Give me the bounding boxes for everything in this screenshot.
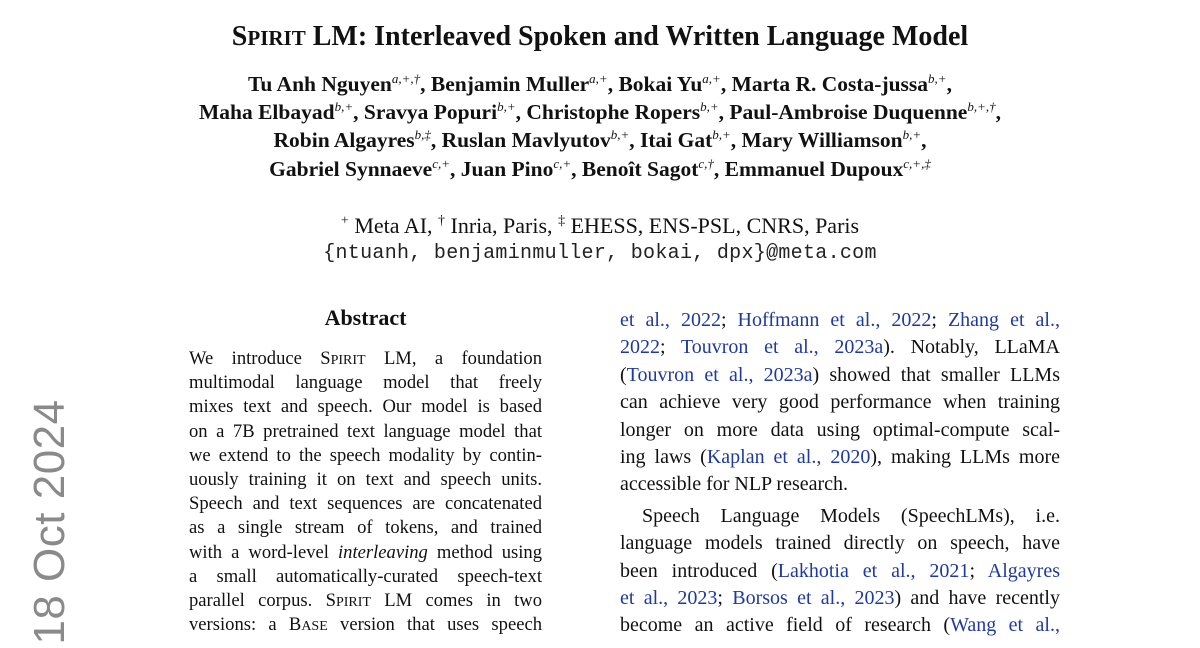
author-separator: , xyxy=(571,156,582,181)
body-line xyxy=(620,558,1060,585)
author-name: Maha Elbayad xyxy=(198,100,335,125)
citation-link[interactable]: Touvron et al., 2023a xyxy=(680,336,884,359)
body-text: ; xyxy=(720,309,738,331)
body-text: can achieve very good performance when training xyxy=(620,391,1060,414)
author-separator: , xyxy=(420,72,431,96)
author-separator: , xyxy=(629,128,640,153)
abstract-text: B xyxy=(288,614,302,636)
author-affiliation-marks: b,+ xyxy=(902,127,922,143)
body-text: ; xyxy=(717,586,733,609)
abstract-line xyxy=(189,420,542,444)
body-text: ; xyxy=(660,336,681,359)
author-separator: , xyxy=(720,72,732,96)
body-text: accessible for NLP research. xyxy=(620,473,849,496)
author-affiliation-marks: c,† xyxy=(698,155,714,171)
body-text: ) showed that smaller LLMs xyxy=(812,363,1060,386)
author-list xyxy=(0,70,1200,183)
author-separator: , xyxy=(450,156,461,181)
body-text: ) and have recently xyxy=(894,586,1060,609)
author-affiliation-marks: c,+ xyxy=(432,155,450,171)
author-separator: , xyxy=(353,100,364,125)
abstract-text: we extend to the speech modality by contin- xyxy=(189,444,542,466)
abstract-body xyxy=(189,347,542,637)
citation-link[interactable]: Zhang et al., xyxy=(947,309,1060,331)
abstract-smallcaps: PIRIT xyxy=(330,353,366,368)
body-line xyxy=(620,444,1060,471)
author-name: Itai Gat xyxy=(639,128,713,153)
author-affiliation-marks: a,+ xyxy=(589,70,608,86)
abstract-text: Speech and text sequences are concatenated xyxy=(189,493,542,515)
body-line xyxy=(620,362,1060,389)
author-name: Paul-Ambroise Duquenne xyxy=(729,100,968,125)
abstract-line xyxy=(189,541,542,565)
affiliations xyxy=(0,212,1200,240)
abstract-smallcaps: PIRIT xyxy=(335,594,371,610)
body-text: become an active field of research ( xyxy=(620,614,951,637)
author-name: Marta R. Costa-jussa xyxy=(731,72,929,96)
citation-link[interactable]: Lakhotia et al., 2021 xyxy=(777,559,970,582)
author-line xyxy=(0,70,1200,98)
author-affiliation-marks: b,+ xyxy=(700,99,719,115)
author-emails: {ntuanh, benjaminmuller, bokai, dpx}@meta.com xyxy=(323,242,877,265)
body-line xyxy=(620,612,1060,639)
abstract-text: uously training it on text and speech units. xyxy=(189,468,542,490)
abstract-text: LM, a foundation xyxy=(365,348,543,369)
author-name: Mary Williamson xyxy=(741,128,903,153)
abstract-text: S xyxy=(325,589,336,611)
body-line xyxy=(620,471,1060,498)
abstract-text: a small automatically-curated speech-text xyxy=(189,565,542,587)
abstract-text: mixes text and speech. Our model is based xyxy=(189,396,542,418)
abstract-text: S xyxy=(320,348,331,369)
abstract-text: version that uses speech xyxy=(327,614,542,636)
body-text: longer on more data using optimal-compute scal- xyxy=(620,418,1060,441)
affiliation-text: Inria, Paris, xyxy=(445,213,559,238)
citation-link[interactable]: Algayres xyxy=(987,559,1060,582)
author-separator: , xyxy=(995,100,1002,125)
author-separator: , xyxy=(718,100,730,125)
author-affiliation-marks: c,+,‡ xyxy=(903,155,931,171)
abstract-text: as a single stream of tokens, and trained xyxy=(189,517,542,539)
body-text: ), making LLMs more xyxy=(870,445,1060,468)
abstract-text: with a word-level xyxy=(189,541,338,563)
abstract-line xyxy=(189,613,542,637)
body-text: ; xyxy=(969,559,988,582)
body-text: been introduced ( xyxy=(620,559,778,582)
citation-link[interactable]: Wang et al., xyxy=(950,614,1060,637)
abstract-line xyxy=(189,347,542,371)
author-line xyxy=(0,126,1200,154)
author-separator: , xyxy=(730,128,742,153)
author-separator: , xyxy=(946,72,952,96)
author-affiliation-marks: b,+ xyxy=(610,127,630,143)
citation-link[interactable]: Borsos et al., 2023 xyxy=(732,586,895,609)
author-name: Emmanuel Dupoux xyxy=(724,156,904,181)
author-line xyxy=(0,155,1200,183)
author-separator: , xyxy=(921,128,927,153)
author-separator: , xyxy=(515,100,527,125)
body-text: ( xyxy=(620,363,627,386)
title-rest: LM: Interleaved Spoken and Written Language Model xyxy=(305,21,969,52)
body-text: Speech Language Models (SpeechLMs), i.e. xyxy=(642,504,1060,527)
body-line xyxy=(620,530,1060,557)
author-name: Ruslan Mavlyutov xyxy=(441,128,611,153)
author-name: Juan Pino xyxy=(460,156,554,181)
citation-link[interactable]: et al., 2023 xyxy=(620,586,718,609)
abstract-text: versions: a xyxy=(189,614,289,636)
citation-link[interactable]: Touvron et al., 2023a xyxy=(626,363,813,386)
abstract-text: on a 7B pretrained text language model that xyxy=(189,420,542,442)
abstract-heading: Abstract xyxy=(324,305,407,330)
body-line xyxy=(620,585,1060,612)
abstract-text: We introduce xyxy=(189,348,321,369)
author-name: Tu Anh Nguyen xyxy=(248,72,392,96)
abstract-line xyxy=(189,371,542,395)
arxiv-date-stamp: 18 Oct 2024 xyxy=(25,399,74,645)
author-affiliation-marks: c,+ xyxy=(553,155,572,171)
author-affiliation-marks: a,+ xyxy=(702,70,721,86)
affiliation-mark: ‡ xyxy=(558,213,566,229)
body-text: language models trained directly on speech, have xyxy=(620,532,1060,555)
abstract-text: multimodal language model that freely xyxy=(189,372,542,394)
affiliation-text: EHESS, ENS-PSL, CNRS, Paris xyxy=(565,213,860,238)
abstract-line xyxy=(189,589,542,613)
author-affiliation-marks: b,‡ xyxy=(414,127,431,143)
body-text: ing laws ( xyxy=(620,445,707,468)
author-name: Benoît Sagot xyxy=(581,156,699,181)
affiliation-text: Meta AI, xyxy=(348,213,439,238)
body-line xyxy=(620,417,1060,444)
author-separator: , xyxy=(607,72,619,96)
author-separator: , xyxy=(713,156,725,181)
citation-link[interactable]: 2022 xyxy=(620,336,660,359)
author-separator: , xyxy=(430,128,442,153)
title-spirit-first: S xyxy=(231,21,248,52)
abstract-line xyxy=(189,395,542,419)
abstract-line xyxy=(189,492,542,516)
title-spirit-rest: PIRIT xyxy=(247,26,306,50)
body-text: ; xyxy=(931,309,948,331)
author-name: Benjamin Muller xyxy=(430,72,590,96)
body-line xyxy=(620,307,1060,334)
abstract-smallcaps: ASE xyxy=(301,619,328,635)
affiliation-mark: † xyxy=(438,213,446,229)
intro-column-text xyxy=(620,307,1060,640)
paper-title xyxy=(0,19,1200,56)
author-affiliation-marks: b,+,† xyxy=(967,99,996,115)
abstract-text: parallel corpus. xyxy=(189,589,326,611)
author-name: Bokai Yu xyxy=(618,72,703,96)
citation-link[interactable]: Hoffmann et al., 2022 xyxy=(737,309,932,331)
body-text: ). Notably, LLaMA xyxy=(883,336,1060,359)
abstract-text: method using xyxy=(427,541,542,563)
abstract-line xyxy=(189,565,542,589)
author-line xyxy=(0,98,1200,126)
citation-link[interactable]: et al., 2022 xyxy=(620,309,721,331)
citation-link[interactable]: Kaplan et al., 2020 xyxy=(706,445,871,468)
author-name: Sravya Popuri xyxy=(363,100,498,125)
abstract-emphasis: interleaving xyxy=(337,541,428,563)
body-line xyxy=(620,334,1060,361)
abstract-line xyxy=(189,468,542,492)
abstract-line xyxy=(189,444,542,468)
author-affiliation-marks: b,+ xyxy=(712,127,731,143)
author-affiliation-marks: b,+ xyxy=(334,99,354,115)
abstract-line xyxy=(189,516,542,540)
affiliation-mark: + xyxy=(340,213,349,229)
body-line xyxy=(620,389,1060,416)
author-affiliation-marks: b,+ xyxy=(497,99,516,115)
author-name: Gabriel Synnaeve xyxy=(269,156,433,181)
author-name: Christophe Ropers xyxy=(526,100,701,125)
author-name: Robin Algayres xyxy=(273,128,415,153)
abstract-text: LM comes in two xyxy=(370,589,543,611)
author-affiliation-marks: a,+,† xyxy=(391,70,421,86)
body-line xyxy=(620,503,1060,530)
author-affiliation-marks: b,+ xyxy=(928,70,947,86)
